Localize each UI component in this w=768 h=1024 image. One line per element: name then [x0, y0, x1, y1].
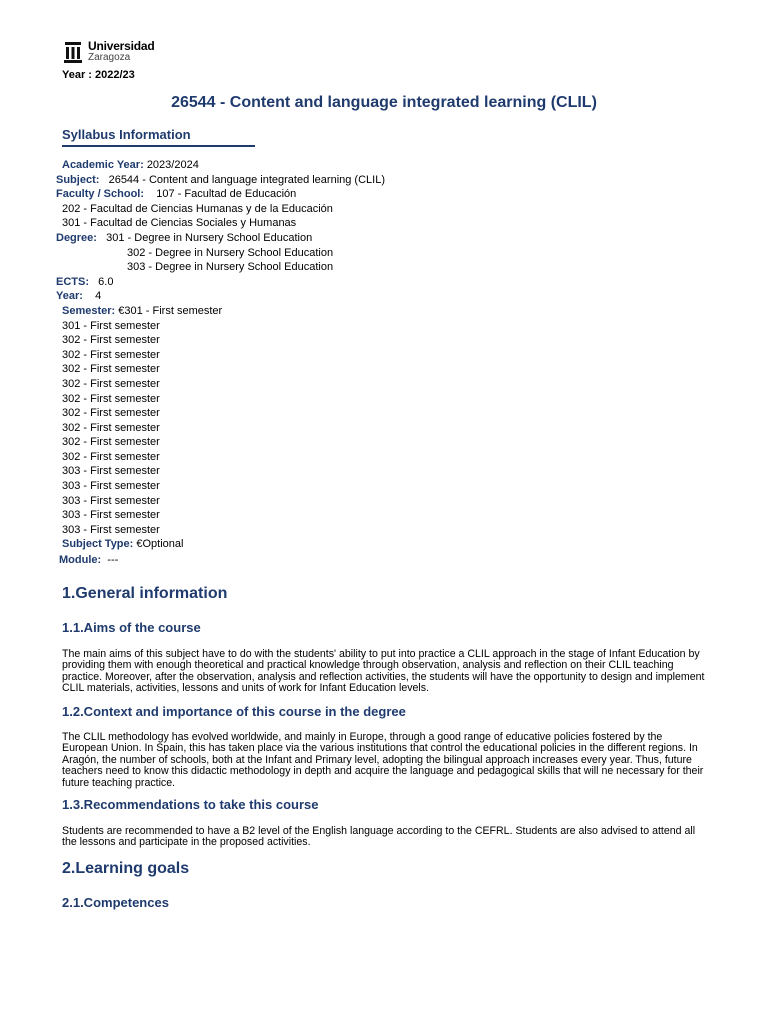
semester-value: 302 - First semester — [62, 334, 160, 347]
academic-year-value: 2023/2024 — [146, 159, 199, 171]
faculty-value: 301 - Facultad de Ciencias Sociales y Humanas — [62, 217, 297, 230]
subject-type-row — [0, 537, 385, 552]
module-label: Module: — [59, 554, 102, 567]
faculty-row — [0, 216, 385, 231]
semester-value: 301 - First semester — [62, 319, 160, 332]
semester-row — [0, 392, 385, 407]
subject-type-label: Subject Type: — [62, 538, 134, 551]
document-title: 26544 - Content and language integrated learning (CLIL) — [171, 94, 597, 111]
module-value: --- — [107, 554, 119, 567]
ects-row — [0, 275, 385, 290]
semester-value: €301 - First semester — [118, 304, 223, 317]
semester-value: 302 - First semester — [62, 377, 160, 390]
logo-name: Universidad — [88, 39, 155, 53]
semester-value: 302 - First semester — [62, 436, 160, 449]
section-learning-goals: 2.Learning goals — [62, 860, 190, 877]
subsection-competences: 2.1.Competences — [62, 895, 169, 910]
semester-value: 302 - First semester — [62, 363, 160, 376]
subsection-recommendations: 1.3.Recommendations to take this course — [62, 797, 319, 812]
university-crest-icon — [64, 40, 82, 64]
semester-row — [0, 348, 385, 363]
degree-value: 303 - Degree in Nursery School Education — [127, 261, 334, 274]
semester-value: 302 - First semester — [62, 348, 160, 361]
semester-value: 303 - First semester — [62, 465, 160, 478]
subject-value: 26544 - Content and language integrated learning (CLIL) — [108, 173, 385, 186]
section-general-information: 1.General information — [62, 585, 228, 602]
subsection-aims: 1.1.Aims of the course — [62, 620, 201, 635]
degree-row — [0, 231, 385, 246]
semester-value: 302 - First semester — [62, 392, 160, 405]
faculty-label: Faculty / School: — [56, 188, 145, 201]
academic-year-label: Academic Year: — [62, 159, 144, 171]
year-row — [0, 289, 385, 304]
context-paragraph: The CLIL methodology has evolved worldwide, and mainly in Europe, through a good range of educative policies fostered by the European Union. In Spain, this has taken place via the various institutions that control the educational policies in the different regions. In Aragón, the number of schools, both at the Infant and Primary level, adopting the bilingual approach increases every year. Thus, future teachers need to know this didactic methodology in depth and acquire the language and pedagogical skills that will ne necessary for their future teaching practice. — [62, 731, 704, 789]
aims-paragraph: The main aims of this subject have to do with the students' ability to put into practice a CLIL approach in the stage of Infant Education by providing them with enough theoretical and practical knowledge through observation, analysis and reflection on their CLIL teaching practice. Moreover, after the observation, analysis and reflection activities, the students will have the opportunity to design and implement CLIL materials, activities, lessons and units of work for Infant Education levels. — [62, 648, 705, 695]
faculty-value: 107 - Facultad de Educación — [156, 188, 297, 201]
semester-row — [0, 362, 385, 377]
semester-value: 302 - First semester — [62, 450, 160, 463]
semester-value: 303 - First semester — [62, 480, 160, 493]
semester-row — [0, 479, 385, 494]
semester-row — [0, 377, 385, 392]
semester-row — [0, 508, 385, 523]
ects-value: 6.0 — [98, 275, 114, 288]
semester-row — [0, 450, 385, 465]
semester-label: Semester: — [62, 304, 116, 317]
semester-row — [0, 304, 385, 319]
semester-row — [0, 421, 385, 436]
subject-row — [0, 173, 385, 188]
degree-row — [0, 246, 385, 261]
semester-row — [0, 406, 385, 421]
degree-label: Degree: — [56, 231, 97, 244]
year-line: Year : 2022/23 — [62, 69, 135, 81]
semester-row — [0, 494, 385, 509]
recommendations-paragraph: Students are recommended to have a B2 level of the English language according to the CEFRL. Students are also advised to attend all the lessons and participate in the proposed activities. — [62, 825, 696, 849]
ects-label: ECTS: — [56, 275, 89, 288]
logo-city: Zaragoza — [88, 52, 131, 63]
faculty-row — [0, 202, 385, 217]
semester-row — [0, 319, 385, 334]
semester-row — [0, 333, 385, 348]
semester-value: 303 - First semester — [62, 494, 160, 507]
subsection-context: 1.2.Context and importance of this course in the degree — [62, 704, 406, 719]
semester-value: 303 - First semester — [62, 523, 160, 536]
semester-value: 302 - First semester — [62, 407, 160, 420]
faculty-row — [0, 187, 385, 202]
university-logo — [64, 40, 155, 64]
syllabus-heading: Syllabus Information — [62, 127, 255, 147]
module-row — [0, 553, 385, 568]
degree-value: 301 - Degree in Nursery School Education — [106, 231, 313, 244]
semester-row — [0, 435, 385, 450]
year-label: Year: — [56, 290, 83, 303]
degree-row — [0, 260, 385, 275]
academic-year-row — [0, 158, 385, 173]
subject-label: Subject: — [56, 173, 100, 186]
semester-value: 303 - First semester — [62, 509, 160, 522]
semester-value: 302 - First semester — [62, 421, 160, 434]
semester-row — [0, 464, 385, 479]
syllabus-info — [0, 158, 385, 568]
subject-type-value: €Optional — [136, 538, 184, 551]
degree-value: 302 - Degree in Nursery School Education — [127, 246, 334, 259]
semester-row — [0, 523, 385, 538]
year-value: 4 — [95, 290, 102, 303]
faculty-value: 202 - Facultad de Ciencias Humanas y de la Educación — [62, 202, 333, 215]
